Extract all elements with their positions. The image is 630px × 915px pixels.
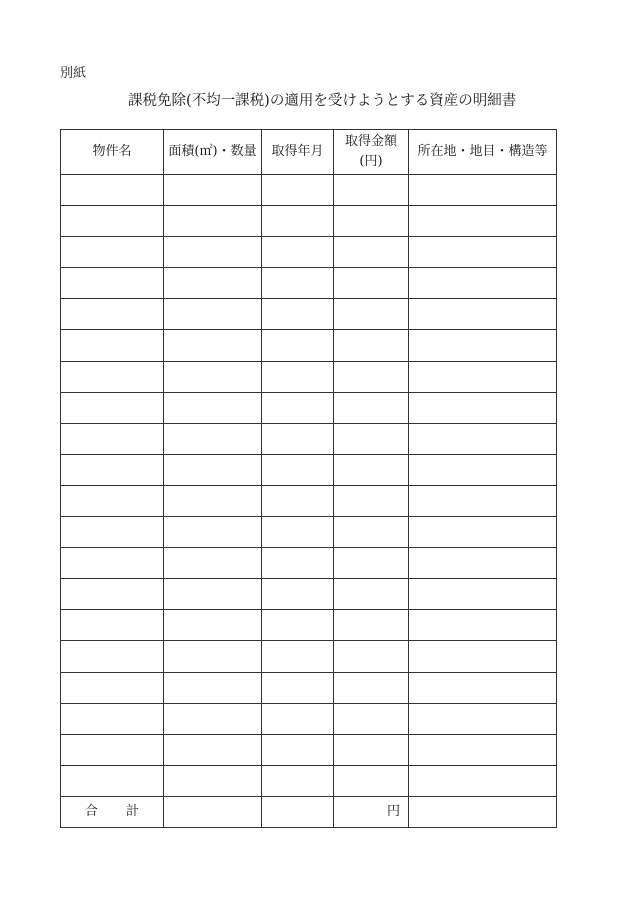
total-acquisition-date-cell[interactable] bbox=[262, 796, 334, 827]
location-cell[interactable] bbox=[409, 672, 557, 703]
item-name-cell[interactable] bbox=[61, 485, 164, 516]
item-name-cell[interactable] bbox=[61, 423, 164, 454]
acquisition-date-cell[interactable] bbox=[262, 485, 334, 516]
table-row bbox=[61, 765, 557, 796]
table-row bbox=[61, 672, 557, 703]
location-cell[interactable] bbox=[409, 454, 557, 485]
acquisition-date-cell[interactable] bbox=[262, 734, 334, 765]
area-quantity-cell[interactable] bbox=[164, 641, 262, 672]
area-quantity-cell[interactable] bbox=[164, 423, 262, 454]
header-acquisition-amount-unit: (円) bbox=[359, 154, 383, 169]
acquisition-date-cell[interactable] bbox=[262, 548, 334, 579]
area-quantity-cell[interactable] bbox=[164, 734, 262, 765]
item-name-cell[interactable] bbox=[61, 734, 164, 765]
total-area-quantity-cell[interactable] bbox=[164, 796, 262, 827]
acquisition-date-cell[interactable] bbox=[262, 237, 334, 268]
acquisition-amount-cell[interactable] bbox=[334, 330, 409, 361]
total-label: 合 計 bbox=[61, 796, 164, 827]
acquisition-amount-cell[interactable] bbox=[334, 548, 409, 579]
area-quantity-cell[interactable] bbox=[164, 206, 262, 237]
area-quantity-cell[interactable] bbox=[164, 485, 262, 516]
item-name-cell[interactable] bbox=[61, 610, 164, 641]
acquisition-amount-cell[interactable] bbox=[334, 206, 409, 237]
header-item-name: 物件名 bbox=[61, 130, 164, 175]
total-row bbox=[61, 796, 557, 827]
acquisition-date-cell[interactable] bbox=[262, 423, 334, 454]
item-name-cell[interactable] bbox=[61, 454, 164, 485]
acquisition-date-cell[interactable] bbox=[262, 703, 334, 734]
area-quantity-cell[interactable] bbox=[164, 361, 262, 392]
total-amount-cell[interactable] bbox=[334, 796, 409, 827]
acquisition-date-cell[interactable] bbox=[262, 454, 334, 485]
location-cell[interactable] bbox=[409, 237, 557, 268]
area-quantity-cell[interactable] bbox=[164, 299, 262, 330]
item-name-cell[interactable] bbox=[61, 237, 164, 268]
acquisition-date-cell[interactable] bbox=[262, 330, 334, 361]
area-quantity-cell[interactable] bbox=[164, 703, 262, 734]
item-name-cell[interactable] bbox=[61, 330, 164, 361]
acquisition-date-cell[interactable] bbox=[262, 175, 334, 206]
location-cell[interactable] bbox=[409, 765, 557, 796]
table-row bbox=[61, 206, 557, 237]
total-location-cell[interactable] bbox=[409, 796, 557, 827]
item-name-cell[interactable] bbox=[61, 392, 164, 423]
area-quantity-cell[interactable] bbox=[164, 392, 262, 423]
item-name-cell[interactable] bbox=[61, 579, 164, 610]
header-acquisition-amount bbox=[334, 130, 409, 175]
acquisition-amount-cell[interactable] bbox=[334, 641, 409, 672]
acquisition-date-cell[interactable] bbox=[262, 579, 334, 610]
item-name-cell[interactable] bbox=[61, 765, 164, 796]
item-name-cell[interactable] bbox=[61, 361, 164, 392]
acquisition-amount-cell[interactable] bbox=[334, 734, 409, 765]
item-name-cell[interactable] bbox=[61, 548, 164, 579]
header-location: 所在地・地目・構造等 bbox=[409, 130, 557, 175]
acquisition-date-cell[interactable] bbox=[262, 610, 334, 641]
table-row bbox=[61, 361, 557, 392]
acquisition-date-cell[interactable] bbox=[262, 268, 334, 299]
area-quantity-cell[interactable] bbox=[164, 579, 262, 610]
item-name-cell[interactable] bbox=[61, 299, 164, 330]
location-cell[interactable] bbox=[409, 517, 557, 548]
table-row bbox=[61, 734, 557, 765]
location-cell[interactable] bbox=[409, 423, 557, 454]
acquisition-amount-cell[interactable] bbox=[334, 175, 409, 206]
attachment-label: 別紙 bbox=[60, 66, 87, 81]
table-row bbox=[61, 641, 557, 672]
location-cell[interactable] bbox=[409, 734, 557, 765]
acquisition-amount-cell[interactable] bbox=[334, 423, 409, 454]
table-row bbox=[61, 703, 557, 734]
table-row bbox=[61, 392, 557, 423]
location-cell[interactable] bbox=[409, 485, 557, 516]
location-cell[interactable] bbox=[409, 330, 557, 361]
item-name-cell[interactable] bbox=[61, 641, 164, 672]
header-area-quantity: 面積(㎡)・数量 bbox=[164, 130, 262, 175]
location-cell[interactable] bbox=[409, 703, 557, 734]
acquisition-amount-cell[interactable] bbox=[334, 579, 409, 610]
acquisition-amount-cell[interactable] bbox=[334, 765, 409, 796]
table-row bbox=[61, 517, 557, 548]
table-row bbox=[61, 579, 557, 610]
area-quantity-cell[interactable] bbox=[164, 610, 262, 641]
acquisition-amount-cell[interactable] bbox=[334, 392, 409, 423]
acquisition-date-cell[interactable] bbox=[262, 672, 334, 703]
acquisition-amount-cell[interactable] bbox=[334, 610, 409, 641]
acquisition-amount-cell[interactable] bbox=[334, 672, 409, 703]
area-quantity-cell[interactable] bbox=[164, 237, 262, 268]
item-name-cell[interactable] bbox=[61, 175, 164, 206]
location-cell[interactable] bbox=[409, 548, 557, 579]
acquisition-amount-cell[interactable] bbox=[334, 237, 409, 268]
acquisition-date-cell[interactable] bbox=[262, 392, 334, 423]
area-quantity-cell[interactable] bbox=[164, 517, 262, 548]
location-cell[interactable] bbox=[409, 361, 557, 392]
table-row bbox=[61, 548, 557, 579]
item-name-cell[interactable] bbox=[61, 672, 164, 703]
area-quantity-cell[interactable] bbox=[164, 330, 262, 361]
table-row bbox=[61, 237, 557, 268]
document-title: 課税免除(不均一課税)の適用を受けようとする資産の明細書 bbox=[128, 93, 517, 109]
acquisition-date-cell[interactable] bbox=[262, 765, 334, 796]
area-quantity-cell[interactable] bbox=[164, 268, 262, 299]
table-row bbox=[61, 485, 557, 516]
table-row bbox=[61, 330, 557, 361]
area-quantity-cell[interactable] bbox=[164, 454, 262, 485]
acquisition-amount-cell[interactable] bbox=[334, 485, 409, 516]
table-row bbox=[61, 175, 557, 206]
acquisition-amount-cell[interactable] bbox=[334, 299, 409, 330]
location-cell[interactable] bbox=[409, 610, 557, 641]
area-quantity-cell[interactable] bbox=[164, 175, 262, 206]
item-name-cell[interactable] bbox=[61, 206, 164, 237]
acquisition-amount-cell[interactable] bbox=[334, 517, 409, 548]
header-acquisition-amount-label: 取得金額 bbox=[344, 134, 397, 149]
area-quantity-cell[interactable] bbox=[164, 672, 262, 703]
table-row bbox=[61, 454, 557, 485]
acquisition-amount-cell[interactable] bbox=[334, 454, 409, 485]
asset-details-table bbox=[60, 129, 557, 828]
acquisition-date-cell[interactable] bbox=[262, 641, 334, 672]
location-cell[interactable] bbox=[409, 268, 557, 299]
acquisition-date-cell[interactable] bbox=[262, 517, 334, 548]
acquisition-date-cell[interactable] bbox=[262, 299, 334, 330]
table-row bbox=[61, 610, 557, 641]
acquisition-amount-cell[interactable] bbox=[334, 268, 409, 299]
acquisition-amount-cell[interactable] bbox=[334, 703, 409, 734]
acquisition-amount-cell[interactable] bbox=[334, 361, 409, 392]
location-cell[interactable] bbox=[409, 299, 557, 330]
table-row bbox=[61, 423, 557, 454]
table-row bbox=[61, 299, 557, 330]
header-row bbox=[61, 130, 557, 175]
header-acquisition-date: 取得年月 bbox=[262, 130, 334, 175]
location-cell[interactable] bbox=[409, 175, 557, 206]
location-cell[interactable] bbox=[409, 392, 557, 423]
acquisition-date-cell[interactable] bbox=[262, 361, 334, 392]
item-name-cell[interactable] bbox=[61, 517, 164, 548]
area-quantity-cell[interactable] bbox=[164, 548, 262, 579]
location-cell[interactable] bbox=[409, 641, 557, 672]
location-cell[interactable] bbox=[409, 206, 557, 237]
acquisition-date-cell[interactable] bbox=[262, 206, 334, 237]
item-name-cell[interactable] bbox=[61, 703, 164, 734]
location-cell[interactable] bbox=[409, 579, 557, 610]
area-quantity-cell[interactable] bbox=[164, 765, 262, 796]
yen-unit: 円 bbox=[386, 803, 400, 819]
item-name-cell[interactable] bbox=[61, 268, 164, 299]
table-body bbox=[61, 175, 557, 797]
table-row bbox=[61, 268, 557, 299]
